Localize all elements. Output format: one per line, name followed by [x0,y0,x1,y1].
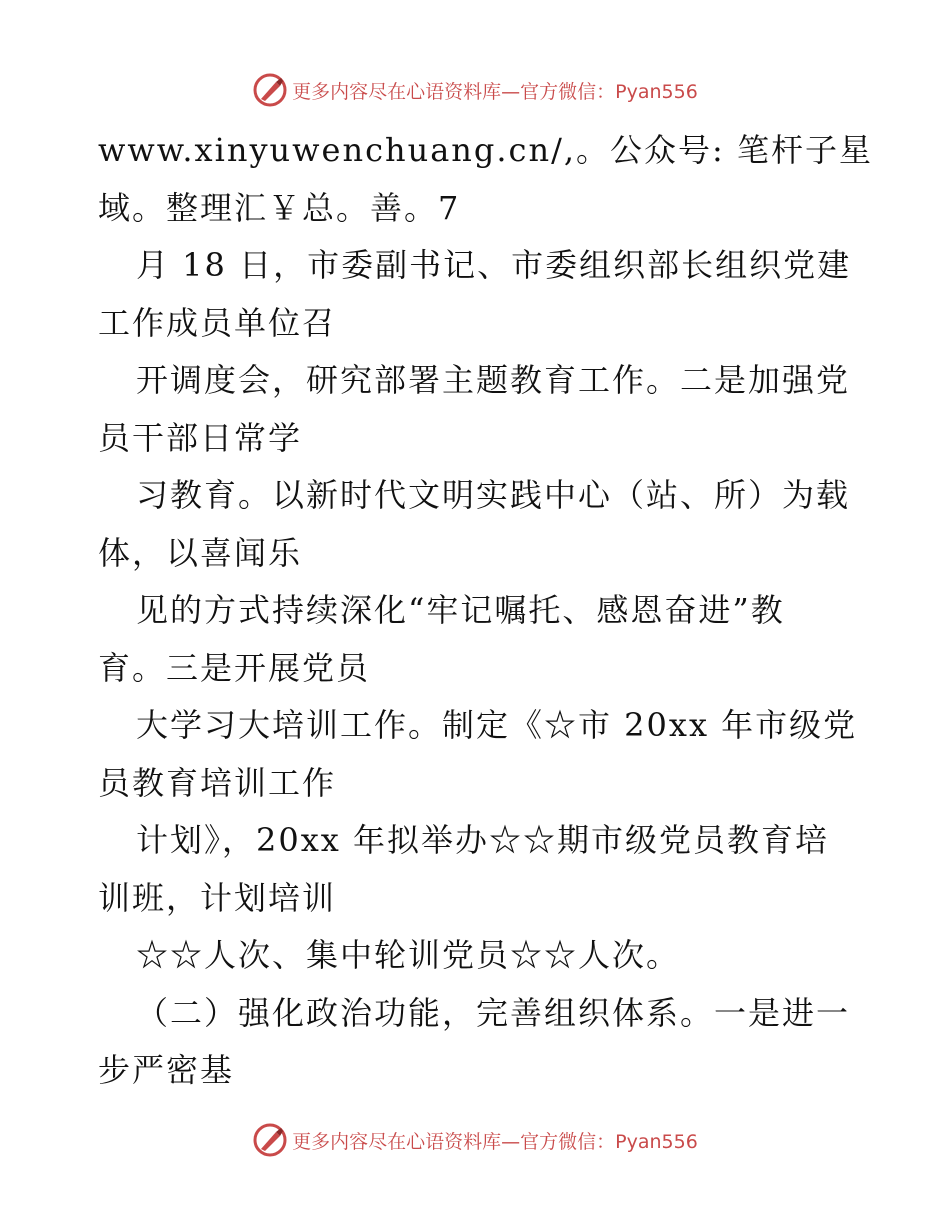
text-line: www.xinyuwenchuang.cn/,。公众号: 笔杆子星 [98,131,873,169]
text-line: 大学习大培训工作。制定《☆市 20xx 年市级党 [136,706,858,744]
text-line: ☆☆人次、集中轮训党员☆☆人次。 [136,936,681,974]
text-line: （二）强化政治功能，完善组织体系。一是进一 [136,993,851,1032]
text-line: 育。三是开展党员 [98,648,371,687]
text-line: 习教育。以新时代文明实践中心（站、所）为载 [136,476,851,514]
text-line: 计划》，20xx 年拟举办☆☆期市级党员教育培 [136,821,829,859]
text-line: 员教育培训工作 [98,763,337,802]
text-line: 训班，计划培训 [98,878,337,917]
text-line: 开调度会，研究部署主题教育工作。二是加强党 [136,361,851,399]
header-banner [0,70,950,110]
text-line: 月 18 日，市委副书记、市委组织部长组织党建 [136,246,852,284]
banner-text: 更多内容尽在心语资料库—官方微信：Pyan556 [292,80,698,103]
text-line: 员干部日常学 [98,418,303,457]
text-line: 域。整理汇￥总。善。7 [98,188,461,227]
document-body [98,122,898,1100]
text-line: 步严密基 [98,1051,235,1089]
banner-text: 更多内容尽在心语资料库—官方微信：Pyan556 [292,1130,698,1153]
text-line: 见的方式持续深化“牢记嘱托、感恩奋进”教 [136,591,785,629]
text-line: 工作成员单位召 [98,303,337,342]
quill-logo-icon [252,72,288,108]
quill-logo-icon [252,1122,288,1158]
text-line: 体，以喜闻乐 [98,533,303,572]
footer-banner [0,1120,950,1160]
